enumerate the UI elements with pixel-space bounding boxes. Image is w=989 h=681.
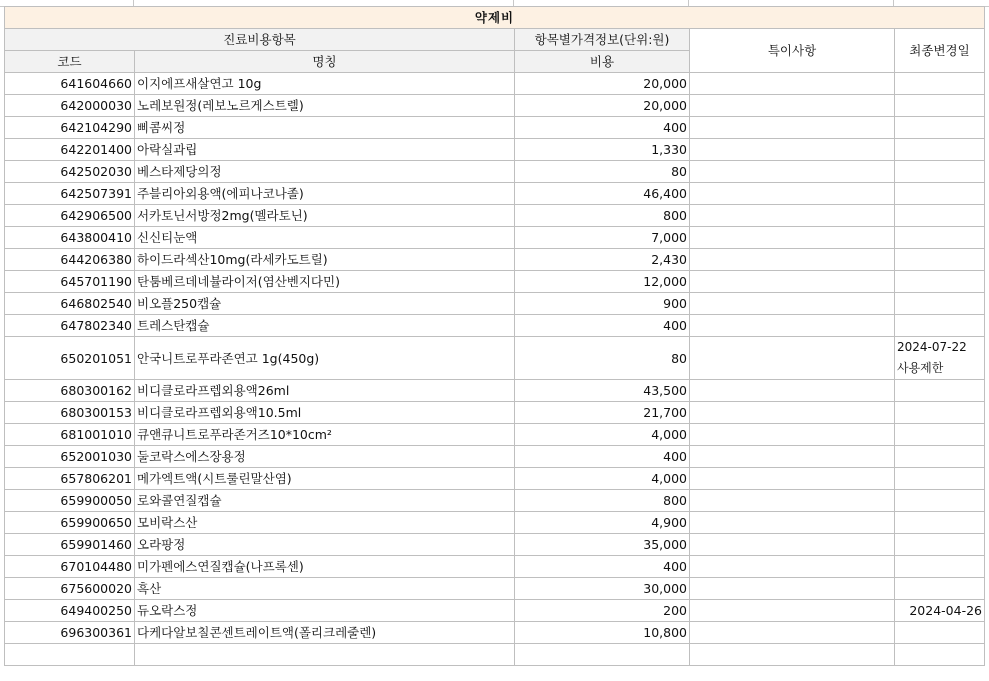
cell-cost[interactable]: 4,000 [515, 468, 690, 490]
cell-note[interactable] [690, 293, 895, 315]
cell-note[interactable] [690, 534, 895, 556]
cell-note[interactable] [690, 117, 895, 139]
cell-changed[interactable]: 2024-04-26 [895, 600, 985, 622]
cell-code[interactable]: 659901460 [5, 534, 135, 556]
cell-note[interactable] [690, 161, 895, 183]
cell-code[interactable]: 641604660 [5, 73, 135, 95]
cell-note[interactable] [690, 315, 895, 337]
table-row [5, 534, 985, 556]
cell-changed[interactable] [895, 227, 985, 249]
cell-cost[interactable]: 400 [515, 315, 690, 337]
cell-code[interactable]: 642000030 [5, 95, 135, 117]
cell-note[interactable] [690, 402, 895, 424]
cell-name[interactable]: 아락실과립 [135, 139, 515, 161]
cell-cost[interactable]: 900 [515, 293, 690, 315]
cell-note[interactable] [690, 183, 895, 205]
table-row [5, 380, 985, 402]
cell-code[interactable]: 696300361 [5, 622, 135, 644]
cell-code[interactable]: 670104480 [5, 556, 135, 578]
table-row [5, 205, 985, 227]
cell-cost[interactable]: 35,000 [515, 534, 690, 556]
table-row [5, 446, 985, 468]
header-note[interactable]: 특이사항 [690, 29, 895, 73]
table-row [5, 183, 985, 205]
cell-note[interactable] [690, 424, 895, 446]
table-row [5, 95, 985, 117]
cell-note[interactable] [690, 644, 895, 666]
cell-name[interactable]: 안국니트로푸라존연고 1g(450g) [135, 337, 515, 380]
cell-code[interactable]: 642502030 [5, 161, 135, 183]
cell-name[interactable]: 모비락스산 [135, 512, 515, 534]
cell-code[interactable]: 650201051 [5, 337, 135, 380]
cell-name[interactable]: 흑산 [135, 578, 515, 600]
cell-changed[interactable] [895, 578, 985, 600]
cell-changed[interactable] [895, 622, 985, 644]
table-row [5, 337, 985, 380]
table-row [5, 117, 985, 139]
header-price-group[interactable]: 항목별가격정보(단위:원) [515, 29, 690, 51]
cell-name[interactable]: 비오플250캡슐 [135, 293, 515, 315]
cell-code[interactable]: 659900650 [5, 512, 135, 534]
table-row [5, 73, 985, 95]
cell-name[interactable]: 다케다알보칠콘센트레이트액(폴리크레줄렌) [135, 622, 515, 644]
cell-note[interactable] [690, 73, 895, 95]
cell-changed[interactable] [895, 644, 985, 666]
cell-name[interactable]: 신신티눈액 [135, 227, 515, 249]
cell-cost[interactable]: 46,400 [515, 183, 690, 205]
cell-changed[interactable] [895, 512, 985, 534]
table-row [5, 271, 985, 293]
cell-note[interactable] [690, 271, 895, 293]
cell-code[interactable]: 675600020 [5, 578, 135, 600]
cell-name[interactable]: 노레보원정(레보노르게스트렐) [135, 95, 515, 117]
cell-code[interactable]: 681001010 [5, 424, 135, 446]
cell-code[interactable]: 646802540 [5, 293, 135, 315]
cell-name[interactable]: 탄툼베르데네뷸라이저(염산벤지다민) [135, 271, 515, 293]
cell-code[interactable]: 649400250 [5, 600, 135, 622]
header-code[interactable]: 코드 [5, 51, 135, 73]
cell-changed[interactable]: 2024-07-22 사용제한 [895, 337, 985, 380]
cell-cost[interactable]: 4,900 [515, 512, 690, 534]
cell-cost[interactable]: 20,000 [515, 73, 690, 95]
cell-note[interactable] [690, 512, 895, 534]
cell-code[interactable]: 647802340 [5, 315, 135, 337]
cell-changed[interactable] [895, 117, 985, 139]
cell-cost[interactable] [515, 644, 690, 666]
cell-cost[interactable]: 400 [515, 117, 690, 139]
cell-cost[interactable]: 21,700 [515, 402, 690, 424]
cell-note[interactable] [690, 468, 895, 490]
sheet-title[interactable]: 약제비 [5, 7, 985, 29]
cell-note[interactable] [690, 446, 895, 468]
cell-note[interactable] [690, 490, 895, 512]
cell-code[interactable]: 642201400 [5, 139, 135, 161]
cell-cost[interactable]: 800 [515, 490, 690, 512]
cell-note[interactable] [690, 600, 895, 622]
cell-changed[interactable] [895, 249, 985, 271]
cell-code[interactable]: 644206380 [5, 249, 135, 271]
cell-cost[interactable]: 4,000 [515, 424, 690, 446]
cell-name[interactable]: 주블리아외용액(에피나코나졸) [135, 183, 515, 205]
cell-changed[interactable] [895, 315, 985, 337]
cell-name[interactable]: 서카토닌서방정2mg(멜라토닌) [135, 205, 515, 227]
cell-name[interactable]: 로와콜연질캡슐 [135, 490, 515, 512]
cell-changed[interactable] [895, 161, 985, 183]
cell-changed[interactable] [895, 183, 985, 205]
cell-name[interactable]: 베스타제당의정 [135, 161, 515, 183]
cell-cost[interactable]: 7,000 [515, 227, 690, 249]
cell-cost[interactable]: 80 [515, 337, 690, 380]
cell-code[interactable]: 680300162 [5, 380, 135, 402]
cell-cost[interactable]: 12,000 [515, 271, 690, 293]
table-row [5, 139, 985, 161]
cell-changed[interactable] [895, 446, 985, 468]
cell-cost[interactable]: 1,330 [515, 139, 690, 161]
cell-changed[interactable] [895, 205, 985, 227]
cell-changed[interactable] [895, 556, 985, 578]
cell-cost[interactable]: 2,430 [515, 249, 690, 271]
cell-changed[interactable] [895, 490, 985, 512]
table-row [5, 644, 985, 666]
cell-cost[interactable]: 30,000 [515, 578, 690, 600]
cell-name[interactable]: 미가펜에스연질캡슐(나프록센) [135, 556, 515, 578]
table-row [5, 161, 985, 183]
table-row [5, 315, 985, 337]
table-row [5, 468, 985, 490]
cell-name[interactable]: 둘코락스에스장용정 [135, 446, 515, 468]
cell-name[interactable]: 메가엑트액(시트룰린말산염) [135, 468, 515, 490]
cell-name[interactable] [135, 644, 515, 666]
header-changed[interactable]: 최종변경일 [895, 29, 985, 73]
cell-note[interactable] [690, 556, 895, 578]
cell-name[interactable]: 이지에프새살연고 10g [135, 73, 515, 95]
table-row [5, 249, 985, 271]
cell-note[interactable] [690, 205, 895, 227]
cell-name[interactable]: 큐앤큐니트로푸라존거즈10*10cm² [135, 424, 515, 446]
cell-code[interactable]: 680300153 [5, 402, 135, 424]
cell-cost[interactable]: 800 [515, 205, 690, 227]
cell-name[interactable]: 비디클로라프렙외용액26ml [135, 380, 515, 402]
cell-changed[interactable] [895, 534, 985, 556]
header-name[interactable]: 명칭 [135, 51, 515, 73]
table-row [5, 512, 985, 534]
cell-cost[interactable]: 80 [515, 161, 690, 183]
cell-cost[interactable]: 200 [515, 600, 690, 622]
cell-changed[interactable] [895, 95, 985, 117]
cell-name[interactable]: 하이드라섹산10mg(라세카도트릴) [135, 249, 515, 271]
spreadsheet-table [4, 6, 985, 666]
cell-cost[interactable]: 10,800 [515, 622, 690, 644]
cell-note[interactable] [690, 249, 895, 271]
table-row [5, 600, 985, 622]
cell-changed[interactable] [895, 271, 985, 293]
cell-changed[interactable] [895, 424, 985, 446]
cell-code[interactable]: 652001030 [5, 446, 135, 468]
cell-cost[interactable]: 43,500 [515, 380, 690, 402]
cell-code[interactable]: 642906500 [5, 205, 135, 227]
table-row [5, 293, 985, 315]
cell-changed[interactable] [895, 293, 985, 315]
header-item-group[interactable]: 진료비용항목 [5, 29, 515, 51]
cell-code[interactable]: 643800410 [5, 227, 135, 249]
cell-note[interactable] [690, 578, 895, 600]
cell-note[interactable] [690, 622, 895, 644]
table-row [5, 556, 985, 578]
cell-cost[interactable]: 400 [515, 446, 690, 468]
cell-name[interactable]: 듀오락스정 [135, 600, 515, 622]
header-cost[interactable]: 비용 [515, 51, 690, 73]
cell-note[interactable] [690, 227, 895, 249]
cell-code[interactable]: 657806201 [5, 468, 135, 490]
table-row [5, 227, 985, 249]
cell-changed[interactable] [895, 380, 985, 402]
table-row [5, 578, 985, 600]
cell-code[interactable]: 659900050 [5, 490, 135, 512]
cell-note[interactable] [690, 95, 895, 117]
cell-changed[interactable] [895, 139, 985, 161]
cell-name[interactable]: 삐콤씨정 [135, 117, 515, 139]
table-row [5, 424, 985, 446]
cell-code[interactable]: 645701190 [5, 271, 135, 293]
table-row [5, 622, 985, 644]
cell-name[interactable]: 오라팡정 [135, 534, 515, 556]
cell-name[interactable]: 트레스탄캡슐 [135, 315, 515, 337]
cell-changed[interactable] [895, 468, 985, 490]
cell-note[interactable] [690, 337, 895, 380]
cell-cost[interactable]: 20,000 [515, 95, 690, 117]
cell-note[interactable] [690, 380, 895, 402]
cell-changed[interactable] [895, 73, 985, 95]
cell-note[interactable] [690, 139, 895, 161]
cell-code[interactable] [5, 644, 135, 666]
cell-code[interactable]: 642104290 [5, 117, 135, 139]
cell-changed[interactable] [895, 402, 985, 424]
table-row [5, 402, 985, 424]
table-row [5, 490, 985, 512]
cell-code[interactable]: 642507391 [5, 183, 135, 205]
cell-name[interactable]: 비디클로라프렙외용액10.5ml [135, 402, 515, 424]
cell-cost[interactable]: 400 [515, 556, 690, 578]
